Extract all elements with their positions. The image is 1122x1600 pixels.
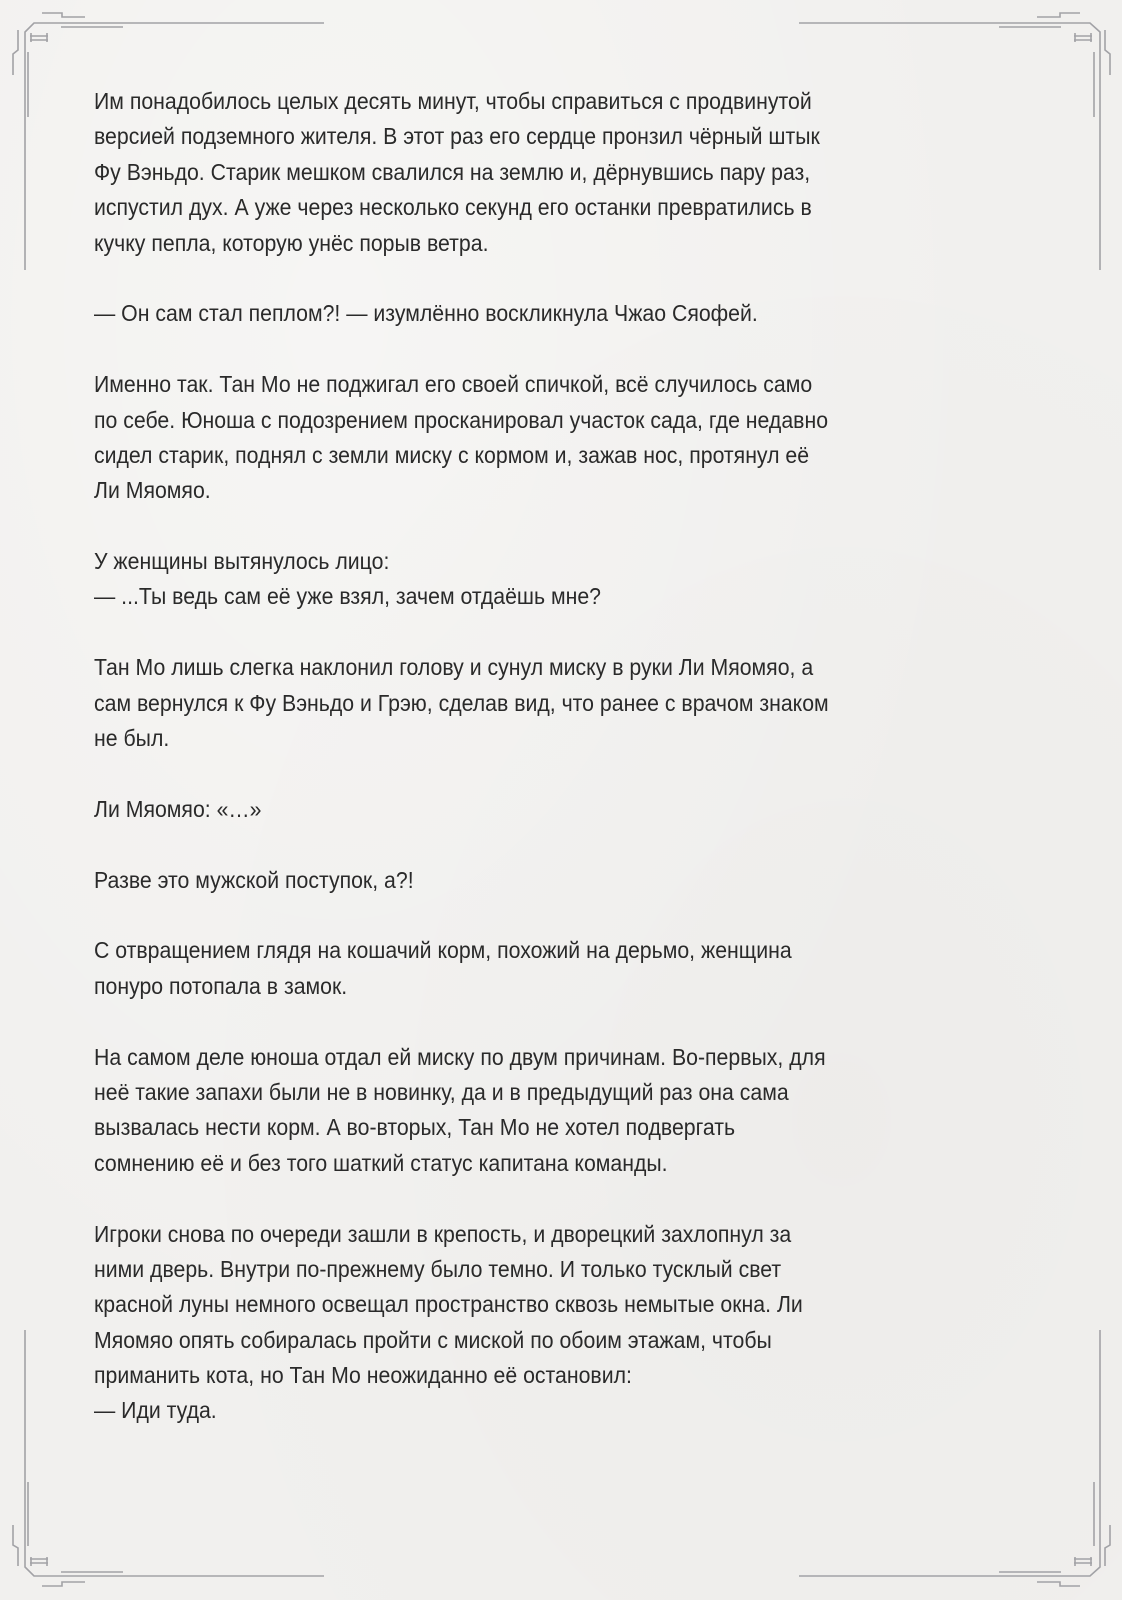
text-line: На самом деле юноша отдал ей миску по двум причинам. Во-первых, для	[94, 1043, 826, 1070]
paragraph	[94, 544, 1024, 615]
text-line: — ...Ты ведь сам её уже взял, зачем отдаёшь мне?	[94, 583, 602, 610]
paragraph	[94, 367, 1024, 509]
paragraph	[94, 296, 1024, 331]
paragraph	[94, 650, 1024, 756]
text-line: С отвращением глядя на кошачий корм, похожий на дерьмо, женщина	[94, 937, 792, 964]
text-line: по себе. Юноша с подозрением просканировал участок сада, где недавно	[94, 406, 829, 433]
text-line: кучку пепла, которую унёс порыв ветра.	[94, 229, 489, 256]
paragraph	[94, 933, 1024, 1004]
paragraph	[94, 1217, 1024, 1429]
text-line: Игроки снова по очереди зашли в крепость, и дворецкий захлопнул за	[94, 1220, 792, 1247]
text-line: ними дверь. Внутри по-прежнему было темно. И только тусклый свет	[94, 1255, 782, 1282]
text-line: сомнению её и без того шаткий статус капитана команды.	[94, 1149, 668, 1176]
text-line: Им понадобилось целых десять минут, чтобы справиться с продвинутой	[94, 88, 812, 114]
text-line: — Иди туда.	[94, 1397, 217, 1424]
text-line: Именно так. Тан Мо не поджигал его своей спичкой, всё случилось само	[94, 371, 813, 398]
text-line: Разве это мужской поступок, а?!	[94, 866, 414, 893]
text-line: У женщины вытянулось лицо:	[94, 548, 390, 575]
text-line: красной луны немного освещал пространство сквозь немытые окна. Ли	[94, 1291, 803, 1318]
document-body	[94, 84, 1024, 1429]
text-line: Фу Вэньдо. Старик мешком свалился на землю и, дёрнувшись пару раз,	[94, 158, 811, 185]
text-line: вызвалась нести корм. А во-вторых, Тан Мо не хотел подвергать	[94, 1114, 736, 1141]
text-line: Мяомяо опять собиралась пройти с миской по обоим этажам, чтобы	[94, 1326, 772, 1353]
paragraph	[94, 792, 1024, 827]
text-line: сам вернулся к Фу Вэньдо и Грэю, сделав вид, что ранее с врачом знаком	[94, 689, 829, 716]
text-line: испустил дух. А уже через несколько секунд его останки превратились в	[94, 194, 812, 221]
text-line: сидел старик, поднял с земли миску с кормом и, зажав нос, протянул её	[94, 441, 810, 468]
text-line: не был.	[94, 725, 170, 752]
text-line: неё такие запахи были не в новинку, да и в предыдущий раз она сама	[94, 1078, 789, 1105]
paragraph	[94, 1040, 1024, 1182]
text-line: Ли Мяомяо.	[94, 477, 211, 504]
paragraph	[94, 84, 1024, 261]
text-line: понуро потопала в замок.	[94, 972, 348, 999]
paragraph	[94, 863, 1024, 898]
text-line: приманить кота, но Тан Мо неожиданно её остановил:	[94, 1362, 632, 1389]
text-line: Ли Мяомяо: «…»	[94, 795, 262, 822]
text-line: Тан Мо лишь слегка наклонил голову и сунул миску в руки Ли Мяомяо, а	[94, 654, 814, 681]
text-line: — Он сам стал пеплом?! — изумлённо воскликнула Чжао Сяофей.	[94, 300, 758, 327]
text-line: версией подземного жителя. В этот раз его сердце пронзил чёрный штык	[94, 123, 820, 150]
